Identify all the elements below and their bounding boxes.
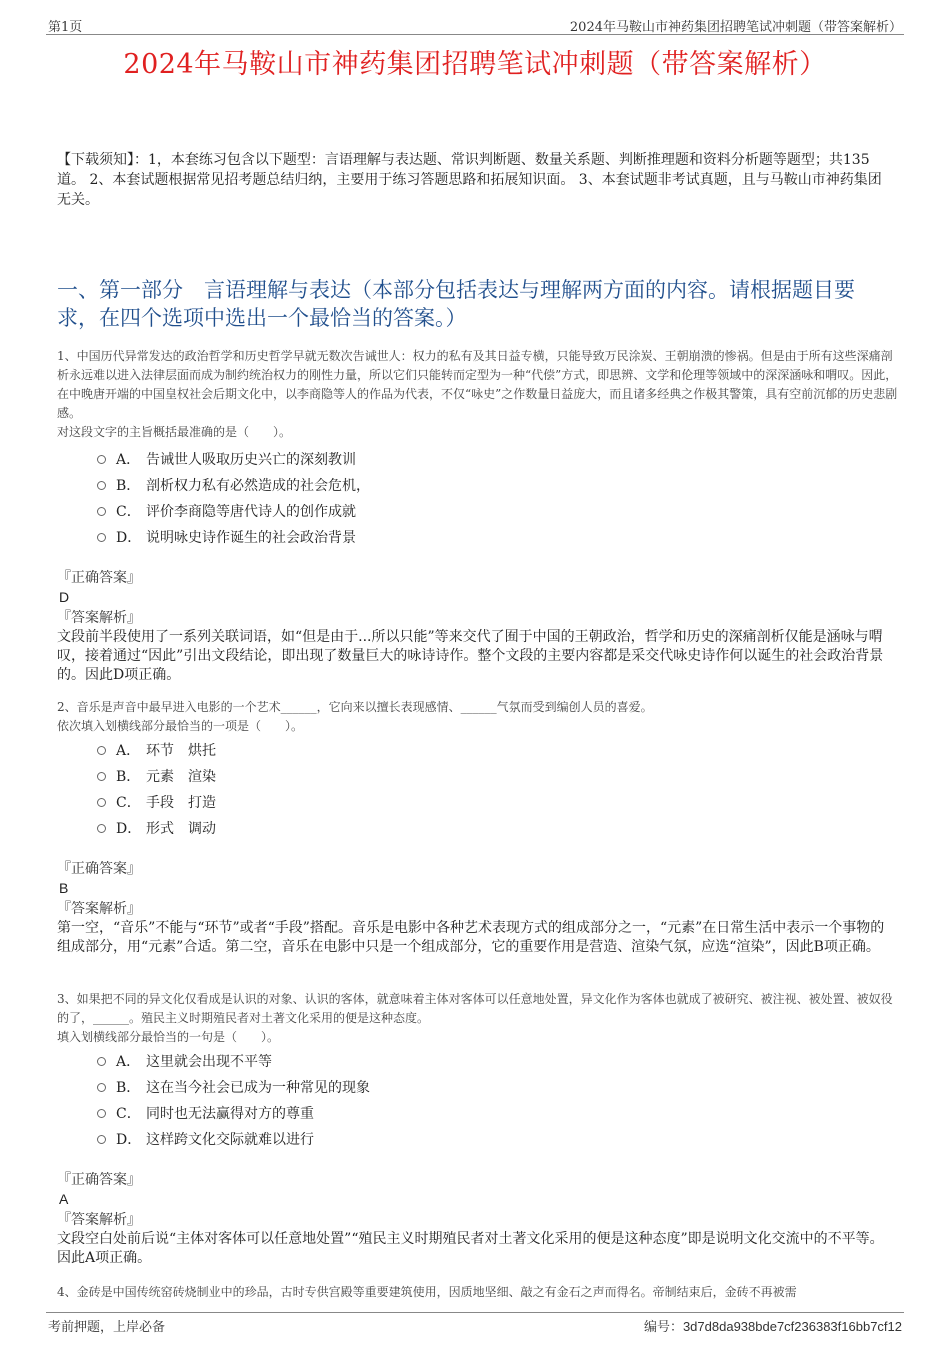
radio-icon[interactable]	[97, 824, 106, 833]
analysis-label: 『答案解析』	[57, 901, 141, 917]
option-c[interactable]: C． 手段 打造	[97, 789, 797, 815]
radio-icon[interactable]	[97, 507, 106, 516]
analysis-label: 『答案解析』	[57, 610, 141, 626]
question-stem: 1、中国历代异常发达的政治哲学和历史哲学早就无数次告诫世人：权力的私有及其日益专横，只能导致万民涂炭、王朝崩溃的惨祸。但是由于所有这些深痛剖析永远难以进入法律层面而成为制约统治权力的刚性力量，所以它们只能转而定型为一种“代偿”方式，即思辨、文学和伦理等领域中的深深涵咏和喟叹。因此，在中晚唐开端的中国皇权社会后期文化中，以李商隐等人的作品为代表，不仅“咏史”之作数量日益庞大，而且诸多经典之作极其警策，具有空前沉郁的历史悲剧感。	[57, 349, 898, 420]
options-3	[97, 1048, 797, 1152]
option-c[interactable]: C． 评价李商隐等唐代诗人的创作成就	[97, 498, 797, 524]
question-stem: 3、如果把不同的异文化仅看成是认识的对象、认识的客体，就意味着主体对客体可以任意地处置，异文化作为客体也就成了被研究、被注视、被处置、被奴役的了，______。殖民主义时期殖民者对土著文化采用的便是这种态度。	[57, 992, 893, 1025]
option-b[interactable]: B． 元素 渲染	[97, 763, 797, 789]
question-1	[57, 347, 902, 442]
question-prompt: 填入划横线部分最恰当的一句是（ ）。	[57, 1030, 280, 1044]
answer-label: 『正确答案』	[57, 1172, 141, 1188]
answer-label: 『正确答案』	[57, 570, 141, 586]
correct-answer: D	[59, 589, 70, 605]
option-d[interactable]: D． 形式 调动	[97, 815, 797, 841]
question-stem: 2、音乐是声音中最早进入电影的一个艺术______，它向来以擅长表现感情、______气氛而受到编创人员的喜爱。	[57, 700, 653, 714]
options-1	[97, 446, 797, 550]
question-stem: 4、金砖是中国传统窑砖烧制业中的珍品，古时专供宫殿等重要建筑使用，因质地坚细、敲之有金石之声而得名。帝制结束后，金砖不再被需	[57, 1285, 797, 1299]
radio-icon[interactable]	[97, 1135, 106, 1144]
section-heading: 一、第一部分 言语理解与表达（本部分包括表达与理解两方面的内容。请根据题目要求，在四个选项中选出一个最恰当的答案。）	[57, 278, 855, 330]
question-prompt: 依次填入划横线部分最恰当的一项是（ ）。	[57, 719, 304, 733]
radio-icon[interactable]	[97, 1057, 106, 1066]
question-2	[57, 698, 902, 736]
page-footer	[46, 1312, 904, 1335]
analysis-text: 文段前半段使用了一系列关联词语，如“但是由于...所以只能”等来交代了囿于中国的王朝政治，哲学和历史的深痛剖析仅能是涵咏与喟叹，接着通过“因此”引出文段结论，即出现了数量巨大的咏诗诗作。整个文段的主要内容都是采交代咏史诗作何以诞生的社会政治背景的。因此D项正确。	[57, 629, 884, 683]
radio-icon[interactable]	[97, 746, 106, 755]
radio-icon[interactable]	[97, 533, 106, 542]
page-title: 2024年马鞍山市神药集团招聘笔试冲刺题（带答案解析）	[123, 49, 827, 80]
question-3	[57, 990, 902, 1047]
document-code: 编号：3d7d8da938bde7cf236383f16bb7cf12	[643, 1319, 902, 1335]
option-a[interactable]: A． 这里就会出现不平等	[97, 1048, 797, 1074]
correct-answer: B	[59, 880, 69, 896]
analysis-label: 『答案解析』	[57, 1212, 141, 1228]
radio-icon[interactable]	[97, 772, 106, 781]
answer-block-3	[57, 1171, 897, 1268]
radio-icon[interactable]	[97, 481, 106, 490]
analysis-text: 第一空，“音乐”不能与“环节”或者“手段”搭配。音乐是电影中各种艺术表现方式的组成部分之一，“元素”在日常生活中表示一个事物的组成部分，用“元素”合适。第二空，音乐在电影中只是一个组成部分，它的重要作用是营造、渲染气氛，应选“渲染”，因此B项正确。	[57, 920, 885, 955]
option-d[interactable]: D． 这样跨文化交际就难以进行	[97, 1126, 797, 1152]
radio-icon[interactable]	[97, 1083, 106, 1092]
answer-block-1	[57, 569, 897, 685]
correct-answer: A	[59, 1191, 69, 1207]
options-2	[97, 737, 797, 841]
option-b[interactable]: B． 剖析权力私有必然造成的社会危机，	[97, 472, 797, 498]
header-doc-title: 2024年马鞍山市神药集团招聘笔试冲刺题（带答案解析）	[569, 20, 902, 35]
option-a[interactable]: A． 告诫世人吸取历史兴亡的深刻教训	[97, 446, 797, 472]
download-notice: 【下载须知】：1，本套练习包含以下题型：言语理解与表达题、常识判断题、数量关系题、判断推理题和资料分析题等题型；共135道。 2、本套试题根据常见招考题总结归纳，主要用于练习答题思路和拓展知识面。 3、本套试题非考试真题，且与马鞍山市神药集团无关。	[57, 152, 882, 208]
option-c[interactable]: C． 同时也无法赢得对方的尊重	[97, 1100, 797, 1126]
question-4	[57, 1283, 902, 1302]
option-a[interactable]: A． 环节 烘托	[97, 737, 797, 763]
option-b[interactable]: B． 这在当今社会已成为一种常见的现象	[97, 1074, 797, 1100]
answer-label: 『正确答案』	[57, 861, 141, 877]
radio-icon[interactable]	[97, 455, 106, 464]
option-d[interactable]: D． 说明咏史诗作诞生的社会政治背景	[97, 524, 797, 550]
analysis-text: 文段空白处前后说“主体对客体可以任意地处置”“殖民主义时期殖民者对土著文化采用的便是这种态度”即是说明文化交流中的不平等。因此A项正确。	[57, 1231, 884, 1266]
radio-icon[interactable]	[97, 798, 106, 807]
answer-block-2	[57, 860, 897, 957]
page-header	[46, 14, 904, 35]
footer-slogan: 考前押题，上岸必备	[48, 1320, 166, 1335]
radio-icon[interactable]	[97, 1109, 106, 1118]
page-number: 第1页	[48, 20, 83, 35]
question-prompt: 对这段文字的主旨概括最准确的是（ ）。	[57, 425, 292, 439]
